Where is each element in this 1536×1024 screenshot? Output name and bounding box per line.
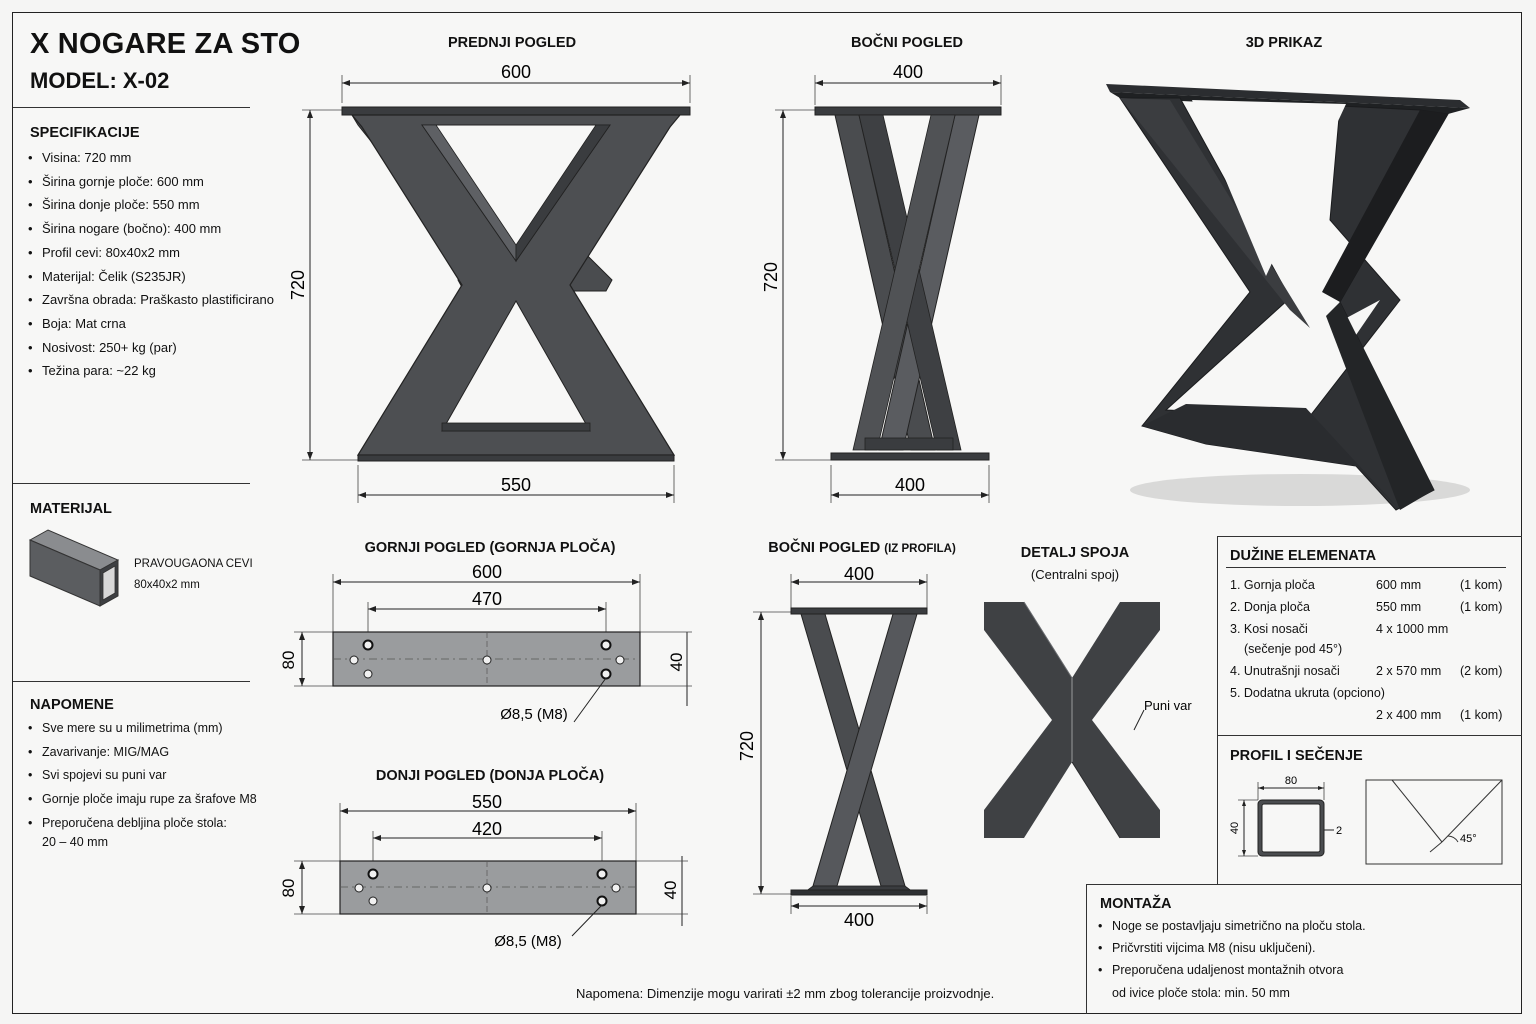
mounting-item: • Preporučena udaljenost montažnih otvora [1098, 959, 1366, 981]
bottom-plate-hole-spacing: 420 [471, 819, 503, 839]
side-height-dimension: 720 [761, 261, 781, 293]
side-top-dimension: 400 [892, 62, 924, 82]
divider [1217, 536, 1522, 537]
mounting-item: • Noge se postavljaju simetrično na ploču stola. [1098, 915, 1366, 937]
model-label: MODEL: X-02 [30, 68, 170, 93]
top-plate-drawing [272, 560, 702, 730]
divider [1217, 735, 1522, 736]
3d-view-drawing [1100, 70, 1480, 520]
length-row-name: 5. Dodatna ukruta (opciono) [1230, 686, 1385, 700]
bottom-plate-drawing [272, 790, 702, 960]
profile-side-bottom: 400 [843, 910, 875, 930]
front-view-title: PREDNJI POGLED [447, 35, 577, 51]
length-row-name: 4. Unutrašnji nosači [1230, 664, 1340, 678]
profile-side-subtitle: (IZ PROFILA) [884, 543, 956, 555]
joint-subtitle: (Centralni spoj) [1030, 567, 1120, 582]
top-plate-width: 600 [471, 562, 503, 582]
profile-width: 80 [1284, 775, 1298, 787]
divider [13, 107, 250, 108]
length-row-size: 4 x 1000 mm [1376, 622, 1449, 636]
mounting-list [1098, 915, 1366, 981]
specs-list [28, 146, 274, 383]
spec-item: • Težina para: ~22 kg [28, 359, 274, 383]
length-row-size: 550 mm [1376, 600, 1422, 614]
side-bottom-dimension: 400 [894, 475, 926, 495]
length-row-name: 1. Gornja ploča [1230, 578, 1315, 592]
profile-side-title-text: BOČNI POGLED [768, 540, 881, 556]
length-row-qty: (1 kom) [1460, 600, 1503, 614]
bottom-plate-title: DONJI POGLED (DONJA PLOČA) [375, 768, 605, 784]
profile-cut-drawing [1226, 770, 1516, 870]
profile-side-height: 720 [737, 730, 757, 762]
weld-label: Puni var [1144, 698, 1192, 713]
top-plate-title: GORNJI POGLED (GORNJA PLOČA) [364, 540, 616, 556]
divider [1086, 884, 1087, 1014]
length-row-note: (sečenje pod 45°) [1244, 642, 1343, 656]
front-bottom-dimension: 550 [500, 475, 532, 495]
note-item: • Svi spojevi su puni var [28, 764, 257, 788]
spec-item: • Širina gornje ploče: 600 mm [28, 170, 274, 194]
side-view-drawing [755, 55, 1015, 505]
mounting-item: • Pričvrstiti vijcima M8 (nisu uključeni). [1098, 937, 1366, 959]
joint-drawing [984, 600, 1214, 840]
spec-item: • Širina nogare (bočno): 400 mm [28, 217, 274, 241]
bottom-plate-width: 550 [471, 792, 503, 812]
length-row-qty: (2 kom) [1460, 664, 1503, 678]
divider [1217, 536, 1218, 884]
notes-list [28, 717, 257, 836]
notes-heading: NAPOMENE [30, 697, 114, 713]
cut-angle: 45° [1460, 833, 1477, 845]
side-view-title: BOČNI POGLED [851, 35, 963, 51]
tube-illustration [26, 526, 126, 608]
length-row-qty: (1 kom) [1460, 578, 1503, 592]
length-row-name: 2. Donja ploča [1230, 600, 1310, 614]
profile-height: 40 [1229, 821, 1241, 835]
spec-item: • Boja: Mat crna [28, 312, 274, 336]
note-item: • Preporučena debljina ploče stola: [28, 812, 257, 836]
specs-heading: SPECIFIKACIJE [30, 125, 140, 141]
spec-item: • Širina donje ploče: 550 mm [28, 193, 274, 217]
spec-item: • Nosivost: 250+ kg (par) [28, 336, 274, 360]
bottom-plate-hole-label: Ø8,5 (M8) [494, 933, 562, 950]
spec-item: • Profil cevi: 80x40x2 mm [28, 241, 274, 265]
profile-thickness: 2 [1336, 825, 1343, 837]
profile-cut-heading: PROFIL I SEČENJE [1230, 748, 1363, 764]
footer-note: Napomena: Dimenzije mogu varirati ±2 mm zbog tolerancije proizvodnje. [576, 986, 995, 1001]
divider [13, 483, 250, 484]
length-row-name: 3. Kosi nosači [1230, 622, 1308, 636]
note-continuation: 20 – 40 mm [42, 835, 109, 849]
length-row-size: 2 x 570 mm [1376, 664, 1442, 678]
mounting-heading: MONTAŽA [1100, 896, 1172, 912]
front-view-drawing [280, 55, 720, 505]
note-item: • Sve mere su u milimetrima (mm) [28, 717, 257, 741]
joint-title: DETALJ SPOJA [1020, 545, 1130, 561]
profile-side-drawing [735, 560, 945, 940]
spec-item: • Visina: 720 mm [28, 146, 274, 170]
length-row-qty: (1 kom) [1460, 708, 1503, 722]
spec-item: • Završna obrada: Praškasto plastificirano [28, 288, 274, 312]
front-height-dimension: 720 [288, 269, 308, 301]
spec-item: • Materijal: Čelik (S235JR) [28, 265, 274, 289]
note-item: • Zavarivanje: MIG/MAG [28, 741, 257, 765]
bottom-plate-depth: 80 [279, 878, 298, 898]
3d-view-title: 3D PRIKAZ [1245, 35, 1323, 51]
bottom-plate-inner: 40 [661, 880, 680, 900]
divider [13, 681, 250, 682]
front-top-dimension: 600 [500, 62, 532, 82]
profile-side-title [752, 540, 972, 556]
length-row-size: 2 x 400 mm [1376, 708, 1442, 722]
top-plate-hole-spacing: 470 [471, 589, 503, 609]
top-plate-depth: 80 [279, 650, 298, 670]
divider [1086, 884, 1522, 885]
length-row-size: 600 mm [1376, 578, 1422, 592]
note-item: • Gornje ploče imaju rupe za šrafove M8 [28, 788, 257, 812]
material-heading: MATERIJAL [30, 501, 112, 517]
top-plate-inner: 40 [667, 652, 686, 672]
mounting-continuation: od ivice ploče stola: min. 50 mm [1112, 986, 1290, 1000]
material-size: 80x40x2 mm [134, 579, 200, 591]
page-title: X NOGARE ZA STO [30, 28, 301, 60]
profile-side-top: 400 [843, 564, 875, 584]
top-plate-hole-label: Ø8,5 (M8) [500, 706, 568, 723]
lengths-heading: DUŽINE ELEMENATA [1230, 548, 1377, 564]
material-label: PRAVOUGAONA CEVI [134, 558, 253, 570]
divider [1226, 567, 1506, 568]
